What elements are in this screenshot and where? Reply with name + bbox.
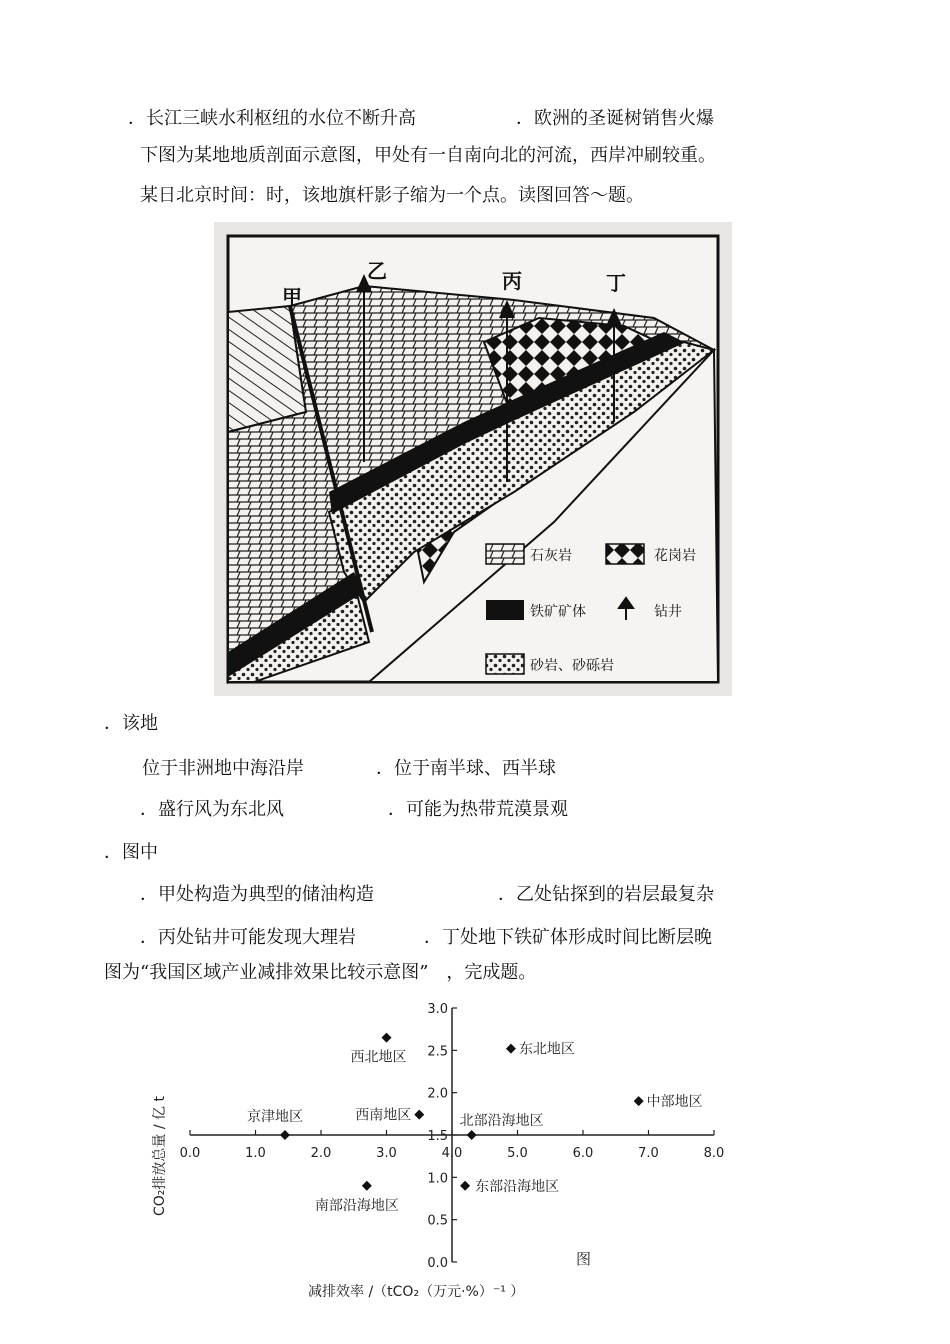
label-bing: 丙 xyxy=(502,269,522,293)
x-tick-label: 0.0 xyxy=(179,1146,201,1161)
q1-option-a: 位于非洲地中海沿岸 xyxy=(142,758,304,779)
y-tick-label: 1.5 xyxy=(427,1129,448,1144)
y-tick-label: 2.5 xyxy=(427,1044,448,1060)
q2-option-c: ．丙处钻井可能发现大理岩 xyxy=(140,927,356,948)
data-point-label: 东部沿海地区 xyxy=(475,1178,560,1195)
legend-iron-label: 铁矿矿体 xyxy=(530,604,586,620)
chart-points xyxy=(247,1033,703,1214)
q2-option-d: ．丁处地下铁矿体形成时间比断层晚 xyxy=(424,927,712,948)
x-tick-label: 8.0 xyxy=(703,1146,725,1161)
y-tick-label: 3.0 xyxy=(427,1002,448,1017)
legend-iron-swatch xyxy=(486,600,524,620)
data-point-label: 中部地区 xyxy=(646,1094,703,1111)
legend-sandstone-label: 砂岩、砂砾岩 xyxy=(530,658,614,674)
legend-sandstone-swatch xyxy=(486,654,524,674)
x-tick-label: 4.0 xyxy=(441,1146,463,1161)
legend-well-label: 钻井 xyxy=(654,604,682,620)
x-tick-label: 1.0 xyxy=(245,1146,266,1161)
emission-scatter-chart xyxy=(140,996,760,1306)
y-tick-label: 1.0 xyxy=(427,1171,448,1187)
data-point-marker xyxy=(280,1130,290,1140)
data-point-label: 西南地区 xyxy=(355,1107,412,1124)
data-point-label: 北部沿海地区 xyxy=(459,1113,544,1129)
y-tick-label: 2.0 xyxy=(427,1086,448,1102)
scatter-svg xyxy=(140,996,760,1306)
data-point-label: 东北地区 xyxy=(518,1041,575,1058)
legend-granite-swatch xyxy=(606,544,644,564)
option-b-christmas: ．欧洲的圣诞树销售火爆 xyxy=(516,108,714,129)
q2-option-b: ．乙处钻探到的岩层最复杂 xyxy=(498,884,714,905)
question-1-stem: ．该地 xyxy=(104,713,158,734)
label-jia: 甲 xyxy=(282,285,302,309)
q2-option-a: ．甲处构造为典型的储油构造 xyxy=(140,884,374,905)
intro-geology-text: 下图为某地地质剖面示意图，甲处有一自南向北的河流，西岸冲刷较重。 xyxy=(140,145,716,166)
data-point-marker xyxy=(634,1096,644,1106)
q1-option-c: ．盛行风为东北风 xyxy=(140,799,284,820)
y-axis-label: CO₂排放总量 / 亿 t xyxy=(152,1096,168,1216)
figure-caption: 图 xyxy=(576,1250,592,1268)
option-a-sanxia: ．长江三峡水利枢纽的水位不断升高 xyxy=(128,108,416,129)
y-tick-label: 0.5 xyxy=(427,1213,448,1229)
data-point-label: 西北地区 xyxy=(350,1049,407,1066)
data-point-label: 京津地区 xyxy=(246,1109,303,1125)
legend-limestone-swatch xyxy=(486,544,524,564)
data-point-marker xyxy=(506,1044,516,1054)
x-tick-label: 5.0 xyxy=(507,1146,528,1161)
data-point-label: 南部沿海地区 xyxy=(314,1197,399,1214)
data-point-marker xyxy=(382,1033,392,1043)
legend-granite-label: 花岗岩 xyxy=(654,548,696,564)
q1-option-d: ．可能为热带荒漠景观 xyxy=(388,799,568,820)
x-tick-label: 2.0 xyxy=(310,1146,332,1161)
label-ding: 丁 xyxy=(606,271,626,295)
x-axis-label: 减排效率 /（tCO₂（万元·%）⁻¹ ） xyxy=(308,1284,525,1300)
question-3-intro: 图为“我国区域产业减排效果比较示意图” ，完成题。 xyxy=(104,962,537,983)
x-tick-label: 3.0 xyxy=(376,1146,397,1161)
geology-cross-section-figure xyxy=(214,222,732,696)
x-tick-label: 7.0 xyxy=(638,1146,659,1161)
label-yi: 乙 xyxy=(367,259,387,283)
data-point-marker xyxy=(467,1130,477,1140)
intro-beijing-time-text: 某日北京时间：时，该地旗杆影子缩为一个点。读图回答～题。 xyxy=(140,185,644,206)
data-point-marker xyxy=(414,1110,424,1120)
legend-limestone-label: 石灰岩 xyxy=(530,548,572,564)
data-point-marker xyxy=(460,1181,470,1191)
x-tick-label: 6.0 xyxy=(572,1146,594,1161)
q1-option-b: ．位于南半球、西半球 xyxy=(376,758,556,779)
data-point-marker xyxy=(362,1181,372,1191)
y-tick-label: 0.0 xyxy=(427,1256,448,1271)
question-2-stem: ．图中 xyxy=(104,842,158,863)
geology-svg xyxy=(214,222,732,696)
